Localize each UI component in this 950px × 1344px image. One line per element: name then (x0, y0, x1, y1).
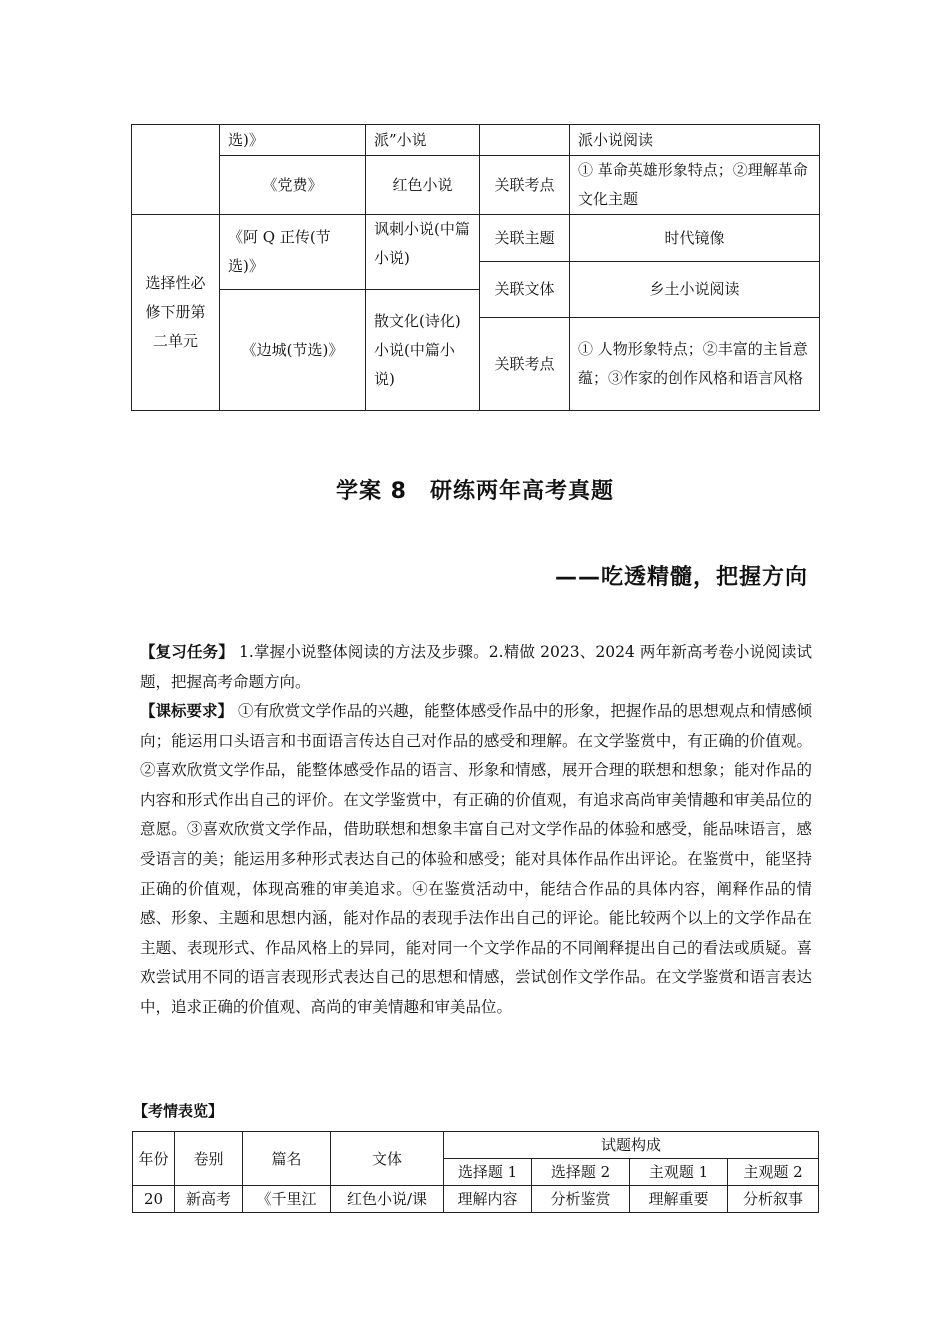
genre-cell: 讽刺小说(中篇小说) (366, 215, 480, 290)
header-title: 篇名 (243, 1132, 331, 1186)
review-task-paragraph (140, 638, 812, 697)
content-cell: 派小说阅读 (570, 125, 820, 156)
work-cell: 《阿 Q 正传(节选)》 (220, 215, 366, 290)
header-year: 年份 (133, 1132, 175, 1186)
unit-cell-empty (132, 125, 220, 215)
work-cell: 选)》 (220, 125, 366, 156)
genre-cell: 红色小说 (366, 156, 480, 215)
cell-q1: 理解内容 (444, 1186, 532, 1213)
cell-paper: 新高考 (175, 1186, 243, 1213)
top-reading-table (131, 124, 820, 411)
content-cell: ① 人物形象特点；②丰富的主旨意蕴；③作家的创作风格和语言风格 (570, 318, 820, 411)
content-cell: 乡土小说阅读 (570, 262, 820, 318)
page-subtitle: ——吃透精髓，把握方向 (554, 565, 808, 590)
exam-overview-label: 【考情表览】 (133, 1102, 224, 1120)
cell-year: 20 (133, 1186, 175, 1213)
table-row (133, 1186, 819, 1213)
relation-cell: 关联考点 (480, 318, 570, 411)
cell-q2: 分析鉴赏 (532, 1186, 630, 1213)
header-genre: 文体 (331, 1132, 444, 1186)
genre-cell: 派”小说 (366, 125, 480, 156)
content-cell: 时代镜像 (570, 215, 820, 262)
relation-cell: 关联主题 (480, 215, 570, 262)
table-header-row (133, 1132, 819, 1159)
table-row (132, 125, 820, 156)
curriculum-text: ①有欣赏文学作品的兴趣，能整体感受作品中的形象，把握作品的思想观点和情感倾向；能运用口头语言和书面语言传达自己对作品的感受和理解。在文学鉴赏中，有正确的价值观。②喜欢欣赏文学作品，能整体感受作品的语言、形象和情感，展开合理的联想和想象；能对作品的内容和形式作出自己的评价。在文学鉴赏中，有正确的价值观，有追求高尚审美情趣和审美品位的意愿。③喜欢欣赏文学作品，借助联想和想象丰富自己对文学作品的体验和感受，能品味语言，感受语言的美；能运用多种形式表达自己的体验和感受；能对具体作品作出评论。在鉴赏中，能坚持正确的价值观，体现高雅的审美追求。④在鉴赏活动中，能结合作品的具体内容，阐释作品的情感、形象、主题和思想内涵，能对作品的表现手法作出自己的评论。能比较两个以上的文学作品在主题、表现形式、作品风格上的异同，能对同一个文学作品的不同阐释提出自己的看法或质疑。喜欢尝试用不同的语言表现形式表达自己的思想和情感，尝试创作文学作品。在文学鉴赏和语言表达中，追求正确的价值观、高尚的审美情趣和审美品位。 (140, 702, 812, 1016)
cell-q3: 理解重要 (630, 1186, 728, 1213)
header-composition: 试题构成 (444, 1132, 819, 1159)
work-cell: 《边城(节选)》 (220, 290, 366, 411)
unit-cell: 选择性必修下册第二单元 (132, 215, 220, 411)
page-title: 学案 8 研练两年高考真题 (336, 479, 614, 504)
header-q3: 主观题 1 (630, 1159, 728, 1186)
genre-cell: 散文化(诗化)小说(中篇小说) (366, 290, 480, 411)
header-paper: 卷别 (175, 1132, 243, 1186)
table-row (132, 215, 820, 262)
review-task-text: 1.掌握小说整体阅读的方法及步骤。2.精做 2023、2024 两年新高考卷小说阅读试题，把握高考命题方向。 (140, 643, 812, 691)
exam-overview-table (132, 1131, 819, 1213)
relation-cell (480, 125, 570, 156)
table-row (132, 156, 820, 215)
cell-q4: 分析叙事 (728, 1186, 819, 1213)
relation-cell: 关联考点 (480, 156, 570, 215)
relation-cell: 关联文体 (480, 262, 570, 318)
cell-title: 《千里江 (243, 1186, 331, 1213)
review-task-label: 【复习任务】 (140, 643, 234, 661)
header-q2: 选择题 2 (532, 1159, 630, 1186)
header-q1: 选择题 1 (444, 1159, 532, 1186)
header-q4: 主观题 2 (728, 1159, 819, 1186)
work-cell: 《党费》 (220, 156, 366, 215)
cell-genre: 红色小说/课 (331, 1186, 444, 1213)
curriculum-paragraph (140, 697, 812, 1023)
curriculum-label: 【课标要求】 (140, 702, 234, 720)
content-cell: ① 革命英雄形象特点；②理解革命文化主题 (570, 156, 820, 215)
